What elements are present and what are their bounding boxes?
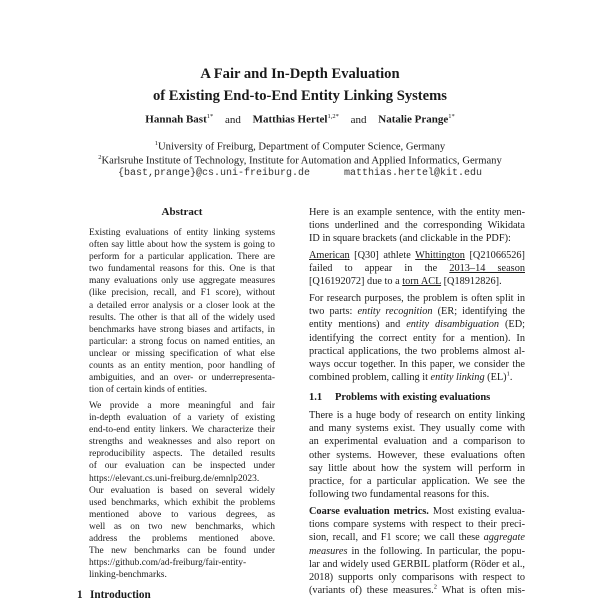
text-line <box>309 545 525 558</box>
text-line <box>89 348 275 360</box>
text-line <box>309 475 525 488</box>
text-span: [Q21066526] <box>464 250 525 261</box>
text-line <box>309 275 525 288</box>
text-line <box>309 462 525 475</box>
email[interactable]: {bast,prange}@cs.uni-freiburg.de <box>117 168 310 179</box>
text-line <box>89 300 275 312</box>
text-line <box>309 531 525 544</box>
text-span: aggregate <box>483 532 525 544</box>
text-span: entity mentions) and <box>309 319 407 331</box>
text-line <box>89 533 275 545</box>
text-span: often say little about how the system is going to <box>89 240 275 251</box>
text-line <box>89 251 275 263</box>
text-line <box>89 424 275 436</box>
text-span: an experimental evaluation and a comparison to <box>309 436 525 448</box>
text-span: [Q30] athlete <box>349 250 416 261</box>
text-span: two parts: <box>309 306 358 318</box>
affiliation <box>0 154 600 167</box>
text-line <box>309 206 525 219</box>
text-span: For research purposes, the problem is often split in <box>309 293 525 304</box>
text-span: entity recognition <box>357 306 433 318</box>
text-span: Here is an example sentence, with the entity men- <box>309 207 525 218</box>
text-span: failed to appear in the <box>309 263 450 275</box>
text-span: reproducibility aspects. The detailed results <box>89 449 275 460</box>
affiliation-text: Karlsruhe Institute of Technology, Institute for Automation and Applied Informatics, Germany <box>101 155 502 167</box>
text-span: benchmarks have strong biases and artifacts, in <box>89 324 275 335</box>
body-paragraph <box>309 292 525 384</box>
text-span: Existing evaluations of entity linking systems <box>89 228 275 238</box>
text-line <box>89 473 275 485</box>
text-span: (ER; identifying the <box>432 306 525 318</box>
text-line <box>309 232 525 245</box>
body-paragraph <box>309 206 525 246</box>
text-span: https://github.com/ad-freiburg/fair-entity- <box>89 558 247 569</box>
text-span: sion, recall, and F1 score; we call these <box>309 532 484 544</box>
text-span: What is often mis- <box>437 585 525 597</box>
text-span: measures <box>309 545 348 557</box>
text-span: practical applications, the two problems almost al- <box>309 345 525 357</box>
text-line <box>89 324 275 336</box>
text-span: well as on two new benchmarks, which <box>89 521 275 532</box>
text-span: (variants of) these measures. <box>309 585 434 597</box>
text-line <box>89 239 275 251</box>
text-line <box>89 569 275 581</box>
section-title: Introduction <box>90 589 151 601</box>
text-span: ambiguities, and an over- or underrepresenta- <box>89 373 275 384</box>
text-line <box>89 227 275 239</box>
text-span: The new benchmarks can be found under <box>89 546 275 557</box>
text-span: 2018) supports only comparisons with respect to <box>309 571 525 583</box>
text-line <box>309 518 525 531</box>
author-separator: and <box>350 113 367 126</box>
example-sentence <box>309 249 525 289</box>
text-line <box>89 312 275 324</box>
text-span: particular: a strong focus on named entities, an <box>89 336 275 347</box>
text-line <box>89 372 275 384</box>
email[interactable]: matthias.hertel@kit.edu <box>344 168 483 179</box>
text-span: linking-benchmarks. <box>89 570 167 581</box>
section-number: 1.1 <box>309 392 323 403</box>
body-paragraph <box>309 505 525 597</box>
text-line <box>309 332 525 345</box>
paper-title-line-1: A Fair and In-Depth Evaluation <box>200 66 400 82</box>
text-span: in the following. In particular, the popu- <box>347 545 525 557</box>
text-line <box>309 584 525 597</box>
text-span: [Q18912826]. <box>441 276 502 288</box>
author-name: Hannah Bast <box>145 113 207 126</box>
text-span: tion of certain kinds of entities. <box>89 385 207 396</box>
text-span: other systems. However, these evaluations often <box>309 449 525 461</box>
subsection-heading <box>309 392 490 403</box>
text-line <box>309 305 525 318</box>
text-span: lar and widely used GERBIL platform (Röder et al., <box>309 558 525 570</box>
text-span: and many systems exist. They usually come with <box>309 423 525 435</box>
entity-mention-link[interactable]: 2013–14 season <box>449 263 525 275</box>
text-span: strengths and weaknesses and also report on <box>89 437 275 448</box>
entity-mention-link[interactable]: torn ACL <box>402 276 442 288</box>
footnote-mark[interactable]: 1 <box>506 370 510 378</box>
text-span: (ED; <box>499 319 525 331</box>
text-span: two fundamental reasons for this. One is that <box>89 264 275 275</box>
text-span: results. The other is that all of the widely used <box>89 312 275 323</box>
text-line <box>89 497 275 509</box>
text-span: (EL) <box>484 372 507 384</box>
text-line <box>89 275 275 287</box>
text-span: perform for a particular application. There are <box>89 252 275 263</box>
text-line <box>309 219 525 232</box>
text-span: We provide a more meaningful and fair <box>89 401 275 411</box>
affiliation-mark: 1 <box>154 140 158 147</box>
text-line <box>309 435 525 448</box>
text-line <box>309 488 525 501</box>
text-line <box>89 460 275 472</box>
text-span: following two fundamental reasons for this. <box>309 489 490 501</box>
text-span: tions compare systems with respect to their preci- <box>309 519 525 531</box>
text-span: Most existing evalua- <box>428 506 525 517</box>
text-span: entity disambiguation <box>406 319 500 331</box>
text-span: (like precision, recall, and F1 score), without <box>89 288 275 299</box>
author-emails <box>0 168 600 179</box>
text-span: say little about how the system will perform in <box>309 462 525 474</box>
text-line <box>89 545 275 557</box>
text-line <box>89 436 275 448</box>
text-span: [Q16192072] due to a <box>309 276 403 288</box>
text-line <box>309 358 525 371</box>
author-separator: and <box>225 113 241 126</box>
text-span: a detailed error analysis or a closer look at the <box>89 300 275 311</box>
section-heading-introduction <box>77 589 151 601</box>
abstract-paragraph <box>89 400 275 581</box>
body-paragraph <box>309 409 525 501</box>
text-line <box>89 360 275 372</box>
author-list <box>0 113 600 126</box>
text-line <box>309 422 525 435</box>
text-line <box>89 448 275 460</box>
text-span: of our evaluation can be inspected under <box>89 461 275 472</box>
text-line <box>309 249 525 262</box>
affiliation <box>0 140 600 153</box>
text-span: Our evaluation is based on several widely <box>89 485 275 496</box>
text-line <box>309 292 525 305</box>
affiliation-text: University of Freiburg, Department of Computer Science, Germany <box>158 141 446 153</box>
text-span: ID in square brackets (and clickable in the PDF): <box>309 233 511 245</box>
text-line <box>309 449 525 462</box>
text-span: unclear or missing specification of what else <box>89 348 275 359</box>
affiliation-mark: 2 <box>98 154 102 161</box>
text-span: end-to-end entity linkers. We characterize their <box>89 425 275 436</box>
text-span: Coarse evaluation metrics. <box>309 506 429 517</box>
text-span: used benchmarks, which exhibit the problems <box>89 497 275 508</box>
text-line <box>309 318 525 331</box>
text-line <box>309 371 525 384</box>
section-number: 1 <box>77 589 83 601</box>
text-line <box>89 287 275 299</box>
entity-mention-link[interactable]: Whittington <box>415 250 465 261</box>
entity-mention-link[interactable]: American <box>309 250 350 261</box>
paper-title-line-2: of Existing End-to-End Entity Linking Systems <box>153 88 447 104</box>
author-affiliation-mark: 1* <box>448 113 455 120</box>
text-span: entity linking <box>430 372 485 384</box>
text-line <box>89 384 275 396</box>
text-span: tions underlined and the corresponding Wikidata <box>309 220 525 232</box>
text-line <box>89 400 275 412</box>
text-line <box>89 263 275 275</box>
text-line <box>89 412 275 424</box>
text-line <box>89 336 275 348</box>
text-line <box>309 409 525 422</box>
text-span: https://elevant.cs.uni-freiburg.de/emnlp2023. <box>89 473 260 484</box>
text-line <box>309 345 525 358</box>
text-span: . <box>509 372 513 384</box>
text-line <box>309 505 525 518</box>
author-affiliation-mark: 1* <box>206 113 214 120</box>
text-line <box>309 262 525 275</box>
text-line <box>89 557 275 569</box>
text-span: address the problems mentioned above. <box>89 534 275 545</box>
text-line <box>309 571 525 584</box>
text-span: ways occur together. In this paper, we consider the <box>309 358 525 370</box>
author-name: Matthias Hertel <box>252 113 328 126</box>
text-span: many evaluations only use aggregate measures <box>89 276 275 287</box>
author-name: Natalie Prange <box>378 113 449 126</box>
section-title: Problems with existing evaluations <box>335 392 491 403</box>
text-span: practice, for a particular application. We see the <box>309 475 525 487</box>
abstract-heading: Abstract <box>161 206 203 218</box>
text-span: in-depth evaluation of a variety of existing <box>89 413 275 424</box>
text-span: combined problem, calling it <box>309 372 431 384</box>
text-line <box>89 485 275 497</box>
author-affiliation-mark: 1,2* <box>327 113 339 120</box>
text-line <box>309 558 525 571</box>
text-span: identifying the correct entity for a mention). In <box>309 332 525 344</box>
footnote-mark[interactable]: 2 <box>433 583 437 591</box>
text-span: There is a huge body of research on entity linking <box>309 410 525 421</box>
abstract-paragraph <box>89 227 275 396</box>
text-span: mentioned above to various degrees, as <box>89 509 275 520</box>
text-line <box>89 509 275 521</box>
text-span: counts as an entity mention, poor handling of <box>89 361 275 372</box>
text-line <box>89 521 275 533</box>
